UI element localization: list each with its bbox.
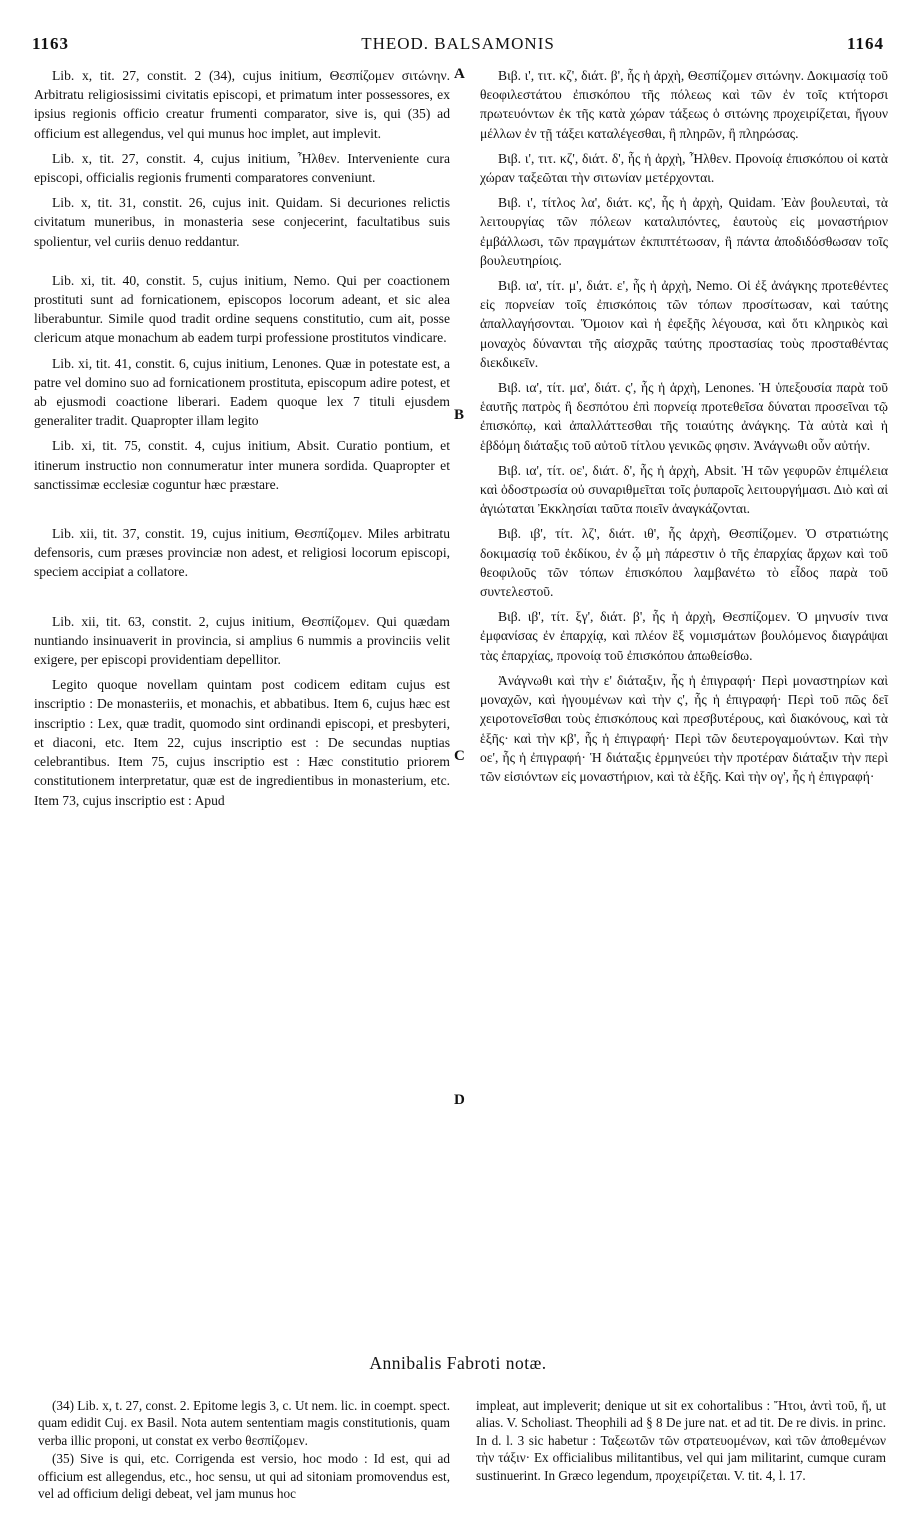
footnote: (35) Sive is qui, etc. Corrigenda est versio, hoc modo : Id est, qui ad officium est allegendus, etc., hoc sensu, ut qui ad sitoniam promovendus est, vel ad officium deligi debeat, vel jam munus hoc <box>38 1451 450 1502</box>
latin-paragraph: Legito quoque novellam quintam post codicem editam cujus est inscriptio : De monasteriis, et monachis, et abbatibus. Item 6, cujus hæc est inscriptio : Lex, quæ tradit, quomodo sint ordinandi episcopi, et presbyteri, et diaconi, etc. Item 22, cujus inscriptio est : De secundas nuptias celebrantibus. Item 75, cujus inscriptio est : Hæc constitutio priorem constitutionem interpretatur, quæ est de ingredientibus in monasterium, etc. Item 73, cujus inscriptio est : Apud <box>34 677 450 808</box>
notes-right-column <box>476 1397 886 1484</box>
greek-paragraph: Βιβ. ια', τίτ. μα', διάτ. ς', ἧς ἡ ἀρχὴ, Lenones. Ἡ ὑπεξουσία παρὰ τοῦ ἑαυτῆς πατρὸς ἢ δεσπότου ἐπὶ πορνείᾳ προτεθεῖσα δύναται προσεῖναι τῷ ἐπισκόπῳ, καὶ ἀπαλλάττεσθαι τῆς τοιαύτης ἀνάγκης. Τὰ αὐτὰ καὶ ἡ ἑβδόμη διάταξις τοῦ αὐτοῦ τίτλου γενικῶς φησιν. Ἀνάγνωθι οὖν αὐτήν. <box>480 380 888 453</box>
greek-paragraph: Βιβ. ι', τίτλος λα', διάτ. κς', ἧς ἡ ἀρχὴ, Quidam. Ἐὰν βουλευταὶ, τὰ λειτουργίας τῶν πόλεων καταλιπόντες, ἑαυτοὺς εἰς μοναστήριον ἐμβάλλωσι, τῶν πραγμάτων ἐκπιπτέτωσαν, ἢ πάντα ἀποδιδόσθωσαν τοῖς βουλευτηρίοις. <box>480 195 888 268</box>
page-number-right: 1164 <box>846 34 884 53</box>
footnote-continuation: impleat, aut impleverit; denique ut sit ex cohortalibus : Ἤτοι, ἀντὶ τοῦ, ἤ, ut alias. V. Scholiast. Theophili ad § 8 De jure nat. et ad tit. De re divis. in princ. In d. l. 3 sic habetur : Ταξεωτῶν τῶν στρατευομένων, καὶ τῶν ἀποθεμένων τὴν τάξιν· Ex officialibus militantibus, vel qui jam militarint, cumque curam sustinuerint. In Græco legendum, προχειρίζεται. V. tit. 4, l. 17. <box>476 1398 886 1483</box>
latin-paragraph: Lib. x, tit. 27, constit. 4, cujus initium, Ἦλθεν. Interveniente cura episcopi, officialis regionis frumenti comparatores conveniunt. <box>34 150 450 186</box>
latin-paragraph: Lib. xii, tit. 37, constit. 19, cujus initium, Θεσπίζομεν. Miles arbitratu defensoris, cum præses provinciæ non adest, et religiosi locorum episcopi, speciem accipiat a collatore. <box>34 526 450 580</box>
greek-paragraph: Βιβ. ιβ', τίτ. λζ', διάτ. ιθ', ἧς ἀρχὴ, Θεσπίζομεν. Ὁ στρατιώτης δοκιμασίᾳ τοῦ ἐκδίκου, ἐν ᾧ μὴ πάρεστιν ὁ τῆς ἐπαρχίας ἄρχων καὶ τοῦ θεοφιλοῦς τῶν τόπων ἐπισκόπου λαμβανέτω τὸ εἶδος παρὰ τοῦ συντελεστοῦ. <box>480 526 888 600</box>
latin-paragraph: Lib. x, tit. 27, constit. 2 (34), cujus initium, Θεσπίζομεν σιτώνην. Arbitratu religiosissimi civitatis episcopi, et primatum inter possessores, ex ipsius regionis officio creatur frumenti comparator, sive is, qui (35) ad officium est allegendus, vel qui munus hoc implet, aut implevit. <box>34 68 450 141</box>
latin-paragraph: Lib. xi, tit. 75, constit. 4, cujus initium, Absit. Curatio pontium, et itinerum instructio non connumeratur inter munera sordida. Quapropter et sanctissimæ ecclesiæ coguntur hæc præstare. <box>34 438 450 492</box>
notes-left-column <box>38 1397 450 1503</box>
notes-heading: Annibalis Fabroti notæ. <box>369 1353 547 1373</box>
greek-paragraph: Βιβ. ι', τιτ. κζ', διάτ. δ', ἧς ἡ ἀρχὴ, Ἦλθεν. Προνοίᾳ ἐπισκόπου οἱ κατὰ χώραν ταξεῶται τὴν σιτωνίαν μετέρχονται. <box>480 150 888 186</box>
latin-paragraph: Lib. xi, tit. 40, constit. 5, cujus initium, Nemo. Qui per coactionem prostituti sunt ad fornicationem, episcopos locorum adeant, et sic alea liberabuntur. Simile quod tradit ordine sequens constitutio, cum ait, posse clericum atque monachum ab eadem turpi professione prostitutos vindicare. <box>34 272 450 346</box>
footnote: (34) Lib. x, t. 27, const. 2. Epitome legis 3, c. Ut nem. lic. in coempt. spect. quam edidit Cuj. ex Basil. Nota autem sententiam magis constitutionis, quam verba illic proponi, ut constat ex verbo θεσπίζομεν. <box>38 1398 450 1448</box>
section-marker-a: A <box>454 66 465 82</box>
greek-paragraph: Βιβ. ια', τίτ. οε', διάτ. δ', ἧς ἡ ἀρχὴ, Absit. Ἡ τῶν γεφυρῶν ἐπιμέλεια καὶ ὁδοστρωσία οὐ συναριθμεῖται τοῖς ῥυπαροῖς λειτουργήμασι. Διὸ καὶ αἱ ἁγιώταται Ἐκκλησίαι ταῦτα ποιεῖν ἀναγκάζονται. <box>480 462 888 517</box>
latin-paragraph: Lib. xii, tit. 63, constit. 2, cujus initium, Θεσπίζομεν. Qui quædam nuntiando insinuaverit in provincia, si amplius 6 nummis a provinciis velit exigere, per episcopi providentiam depellitor. <box>34 613 450 668</box>
running-title: THEOD. BALSAMONIS <box>361 34 555 53</box>
section-marker-b: B <box>454 407 465 423</box>
greek-paragraph: Βιβ. ια', τίτ. μ', διάτ. ε', ἧς ἡ ἀρχὴ, Nemo. Οἱ ἐξ ἀνάγκης προτεθέντες εἰς πορνείαν τοῖς ἐπισκόποις τῶν τόπων προσίτωσαν, καὶ ταύτης ἀπαλλαγήσονται. Ὅμοιον καὶ ἡ ἐφεξῆς λέγουσα, καὶ ὅτι κληρικὸς καὶ μοναχὸς δύνανται τῆς αἰσχρᾶς ταύτης προστασίας τοὺς προσταθέντας διεκδικεῖν. <box>480 278 888 370</box>
running-header <box>30 34 886 58</box>
latin-paragraph: Lib. x, tit. 31, constit. 26, cujus init. Quidam. Si decuriones relictis civitatum muneribus, in monasteria sese conjecerint, facultatibus suis spolientur, vel curiis denuo reddantur. <box>34 195 450 249</box>
greek-paragraph: Βιβ. ιβ', τίτ. ξγ', διάτ. β', ἧς ἡ ἀρχὴ, Θεσπίζομεν. Ὁ μηνυσίν τινα ἐμφανίσας ἐν ἐπαρχίᾳ, καὶ πλέον ἓξ νομισμάτων βουλόμενος διαγράψαι τὰς ἐπαρχίας, προνοίᾳ τοῦ ἐπισκόπου ἀπωθείσθω. <box>480 609 888 663</box>
greek-paragraph: Βιβ. ι', τιτ. κζ', διάτ. β', ἧς ἡ ἀρχὴ, Θεσπίζομεν σιτώνην. Δοκιμασίᾳ τοῦ θεοφιλεστάτου ἐπισκόπου τῆς πόλεως καὶ τῶν ἐν τοῖς κτήτορσι πρωτευόντων ἐκ τῆς κατὰ χώραν τάξεως ὁ σιτώνης προχειρίζεται, ἤγουν μέλλων ἐν τῇ τάξει καταλέγεσθαι, ἢ πληρῶν, ἢ πληρώσας. <box>480 68 888 141</box>
latin-paragraph: Lib. xi, tit. 41, constit. 6, cujus initium, Lenones. Quæ in potestate est, a patre vel domino suo ad fornicationem prostituta, episcopum adire potest, et ab ejusmodi coactione liberari. Eadem quoque lex 7 tituli ejusdem generaliter tradit. Quapropter illam legito <box>34 355 450 429</box>
greek-column <box>480 66 888 792</box>
latin-column <box>34 66 450 816</box>
section-marker-c: C <box>454 748 465 764</box>
page-number-left: 1163 <box>32 34 70 53</box>
section-marker-d: D <box>454 1092 465 1108</box>
greek-paragraph: Ἀνάγνωθι καὶ τὴν ε' διάταξιν, ἧς ἡ ἐπιγραφή· Περὶ μοναστηρίων καὶ μοναχῶν, καὶ ἡγουμένων καὶ τὴν ς', ἧς ἡ ἐπιγραφή· Περὶ τοῦ πῶς δεῖ χειροτονεῖσθαι τοὺς ἐπισκόπους καὶ πρεσβυτέρους, καὶ διακόνους, καὶ τὰ ἑξῆς· καὶ τὴν κβ', ἧς ἡ ἐπιγραφή· Περὶ τῶν δευτερογαμούντων. Καὶ τὴν οε', ἧς ἡ ἐπιγραφή· Ἡ διάταξις ἑρμηνεύει τὴν προτέραν διάταξιν τὴν περὶ τῶν εἰσιόντων εἰς μοναστήριον, καὶ τὰ ἑξῆς. Καὶ τὴν ογ', ἧς ἡ ἐπιγραφή· <box>480 672 888 784</box>
